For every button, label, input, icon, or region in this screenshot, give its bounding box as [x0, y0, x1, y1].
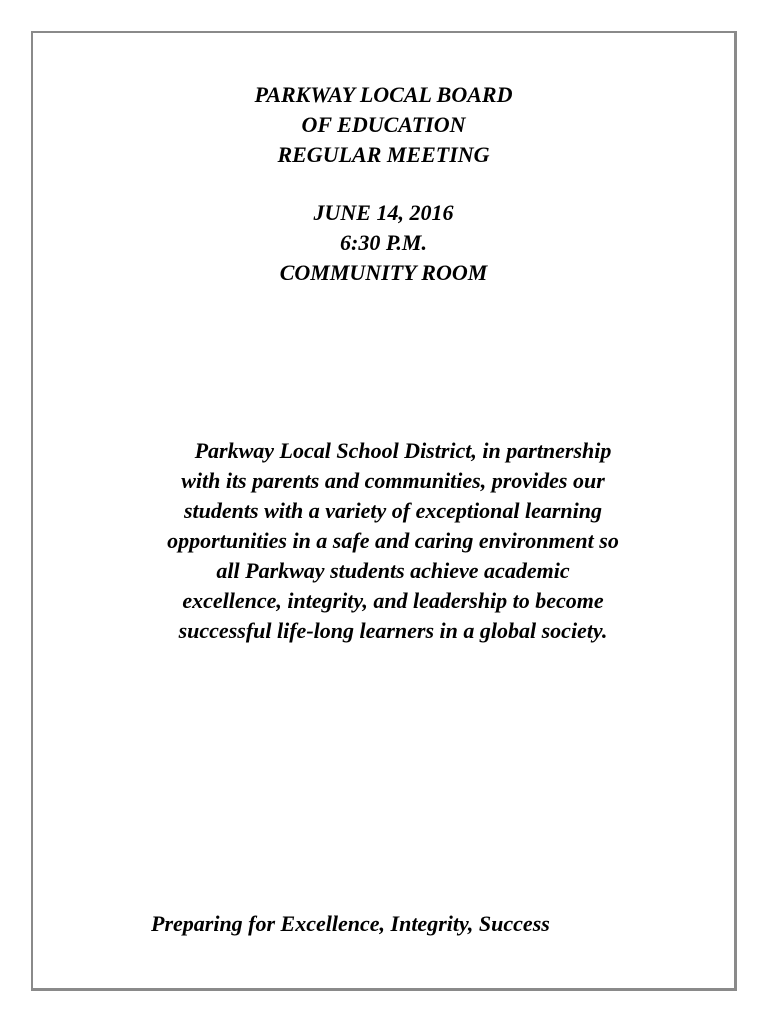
- board-title-line-3: REGULAR MEETING: [277, 142, 490, 167]
- meeting-date: JUNE 14, 2016: [313, 200, 454, 225]
- board-title-line-2: OF EDUCATION: [301, 112, 466, 137]
- mission-line-5: all Parkway students achieve academic: [216, 558, 570, 583]
- meeting-details: [33, 198, 734, 288]
- meeting-time: 6:30 P.M.: [340, 230, 427, 255]
- mission-line-1: Parkway Local School District, in partnership: [194, 438, 612, 463]
- mission-line-6: excellence, integrity, and leadership to become: [182, 588, 604, 613]
- mission-line-7: successful life-long learners in a global society.: [178, 618, 608, 643]
- mission-line-2: with its parents and communities, provides our: [181, 468, 605, 493]
- board-title-line-1: PARKWAY LOCAL BOARD: [254, 82, 513, 107]
- board-title: [33, 80, 734, 170]
- mission-line-4: opportunities in a safe and caring environment so: [167, 528, 619, 553]
- district-motto: Preparing for Excellence, Integrity, Success: [151, 911, 550, 936]
- mission-statement: [123, 436, 663, 646]
- meeting-location: COMMUNITY ROOM: [279, 260, 488, 285]
- mission-line-3: students with a variety of exceptional learning: [183, 498, 602, 523]
- document-page: [31, 31, 737, 991]
